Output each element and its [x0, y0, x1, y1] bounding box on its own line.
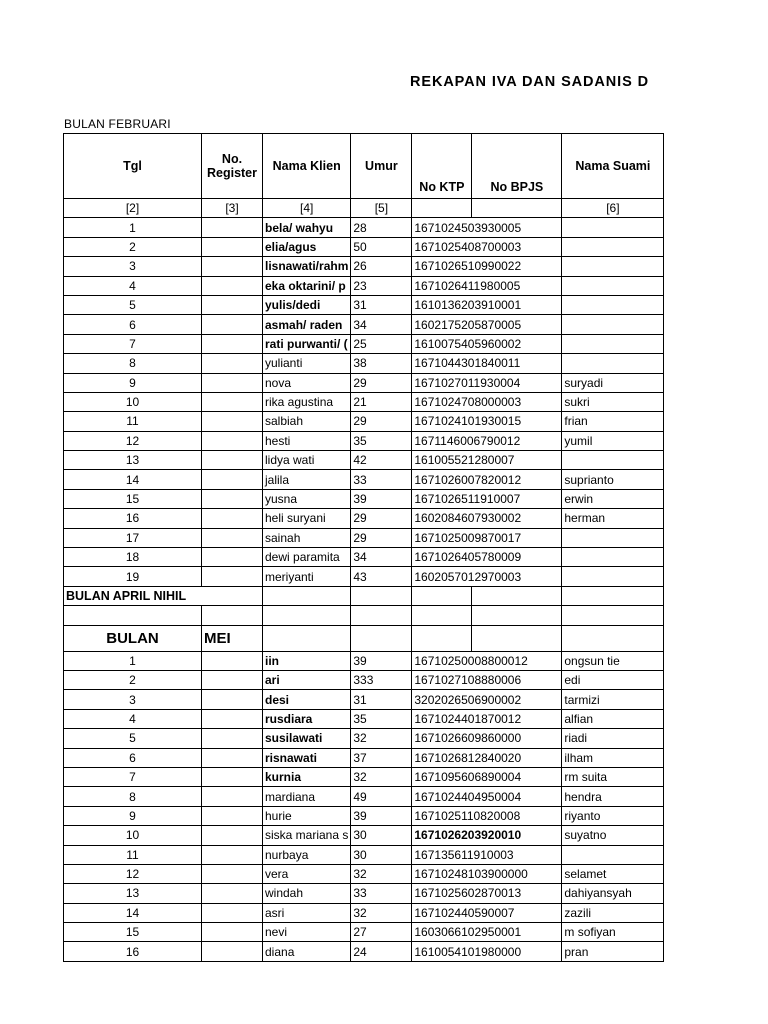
cell-no-ktp: 1671146006790012 [412, 431, 562, 450]
cell-no-register [202, 334, 263, 353]
empty-cell [472, 606, 562, 625]
empty-cell [412, 606, 472, 625]
cell-nama-klien: lidya wati [263, 451, 351, 470]
table-row [64, 690, 664, 709]
cell-umur: 42 [351, 451, 412, 470]
table-row [64, 431, 664, 450]
cell-no-register [202, 489, 263, 508]
cell-nama-suami [562, 528, 664, 547]
cell-nama-suami [562, 548, 664, 567]
cell-umur: 39 [351, 806, 412, 825]
cell-no-ktp: 1671024404950004 [412, 787, 562, 806]
empty-cell [263, 586, 351, 605]
cell-nama-suami: pran [562, 942, 664, 961]
cell-nama-klien: yusna [263, 489, 351, 508]
empty-cell [412, 625, 472, 651]
empty-cell [412, 586, 472, 605]
cell-no-ktp: 1671026609860000 [412, 729, 562, 748]
cell-no-register [202, 903, 263, 922]
cell-nama-klien: meriyanti [263, 567, 351, 586]
cell-nama-klien: nevi [263, 923, 351, 942]
month-label: BULAN FEBRUARI [64, 117, 171, 131]
cell-no: 17 [64, 528, 202, 547]
cell-umur: 30 [351, 845, 412, 864]
cell-umur: 21 [351, 392, 412, 411]
table-row [64, 787, 664, 806]
cell-no: 12 [64, 431, 202, 450]
cell-no: 16 [64, 942, 202, 961]
april-section-row [64, 586, 664, 605]
cell-nama-suami [562, 334, 664, 353]
table-row [64, 509, 664, 528]
cell-nama-suami: erwin [562, 489, 664, 508]
cell-no-register [202, 729, 263, 748]
cell-umur: 38 [351, 354, 412, 373]
cell-nama-klien: dewi paramita [263, 548, 351, 567]
cell-no-ktp: 1602084607930002 [412, 509, 562, 528]
cell-no-register [202, 431, 263, 450]
header-umur: Umur [351, 134, 412, 199]
cell-nama-suami [562, 315, 664, 334]
header-nama-suami: Nama Suami [562, 134, 664, 199]
cell-no-ktp: 1671026203920010 [412, 826, 562, 845]
cell-nama-klien: bela/ wahyu [263, 218, 351, 237]
cell-umur: 31 [351, 295, 412, 314]
col-number: [6] [562, 199, 664, 218]
cell-umur: 333 [351, 670, 412, 689]
cell-umur: 39 [351, 651, 412, 670]
cell-no: 5 [64, 295, 202, 314]
cell-umur: 29 [351, 528, 412, 547]
cell-umur: 43 [351, 567, 412, 586]
cell-nama-suami [562, 451, 664, 470]
cell-umur: 29 [351, 509, 412, 528]
cell-nama-klien: susilawati [263, 729, 351, 748]
cell-nama-suami: tarmizi [562, 690, 664, 709]
cell-no-register [202, 354, 263, 373]
cell-no: 9 [64, 373, 202, 392]
cell-no-register [202, 392, 263, 411]
cell-no-register [202, 767, 263, 786]
cell-umur: 34 [351, 315, 412, 334]
cell-nama-klien: kurnia [263, 767, 351, 786]
empty-cell [562, 625, 664, 651]
table-row [64, 257, 664, 276]
cell-no-ktp: 1671095606890004 [412, 767, 562, 786]
cell-umur: 28 [351, 218, 412, 237]
cell-umur: 31 [351, 690, 412, 709]
cell-no-register [202, 826, 263, 845]
cell-nama-suami: frian [562, 412, 664, 431]
cell-nama-suami [562, 295, 664, 314]
cell-no-register [202, 528, 263, 547]
cell-no-register [202, 690, 263, 709]
cell-no: 4 [64, 709, 202, 728]
cell-nama-klien: jalila [263, 470, 351, 489]
cell-no: 8 [64, 354, 202, 373]
cell-no: 6 [64, 315, 202, 334]
cell-nama-klien: nurbaya [263, 845, 351, 864]
cell-no: 14 [64, 903, 202, 922]
cell-no: 2 [64, 237, 202, 256]
cell-umur: 32 [351, 729, 412, 748]
cell-no: 7 [64, 334, 202, 353]
cell-nama-klien: hurie [263, 806, 351, 825]
cell-nama-suami: zazili [562, 903, 664, 922]
cell-nama-klien: iin [263, 651, 351, 670]
col-number [412, 199, 472, 218]
cell-no-ktp: 1671026411980005 [412, 276, 562, 295]
cell-no: 5 [64, 729, 202, 748]
cell-no-register [202, 884, 263, 903]
cell-no: 10 [64, 826, 202, 845]
cell-umur: 35 [351, 709, 412, 728]
cell-nama-klien: vera [263, 864, 351, 883]
table-row [64, 923, 664, 942]
table-row [64, 218, 664, 237]
cell-nama-klien: asmah/ raden [263, 315, 351, 334]
cell-no: 10 [64, 392, 202, 411]
cell-umur: 25 [351, 334, 412, 353]
cell-umur: 37 [351, 748, 412, 767]
cell-no-register [202, 315, 263, 334]
cell-umur: 50 [351, 237, 412, 256]
cell-no: 15 [64, 489, 202, 508]
cell-nama-klien: asri [263, 903, 351, 922]
cell-umur: 26 [351, 257, 412, 276]
cell-no-register [202, 942, 263, 961]
col-number: [5] [351, 199, 412, 218]
cell-nama-klien: yulianti [263, 354, 351, 373]
table-row [64, 548, 664, 567]
cell-no-ktp: 167102440590007 [412, 903, 562, 922]
cell-no-register [202, 567, 263, 586]
cell-no: 3 [64, 690, 202, 709]
cell-no-ktp: 16710250008800012 [412, 651, 562, 670]
cell-no: 1 [64, 218, 202, 237]
empty-cell [202, 606, 263, 625]
cell-nama-suami: suprianto [562, 470, 664, 489]
cell-no-register [202, 295, 263, 314]
cell-nama-suami: riadi [562, 729, 664, 748]
col-number: [3] [202, 199, 263, 218]
cell-nama-suami: herman [562, 509, 664, 528]
cell-no: 13 [64, 884, 202, 903]
cell-no-register [202, 509, 263, 528]
cell-no-register [202, 257, 263, 276]
cell-no: 8 [64, 787, 202, 806]
cell-no-ktp: 1671026405780009 [412, 548, 562, 567]
cell-no-ktp: 1671027108880006 [412, 670, 562, 689]
cell-nama-klien: eka oktarini/ p [263, 276, 351, 295]
cell-nama-suami [562, 276, 664, 295]
cell-no-register [202, 670, 263, 689]
cell-no-register [202, 451, 263, 470]
cell-nama-suami [562, 567, 664, 586]
cell-umur: 34 [351, 548, 412, 567]
cell-nama-suami: yumil [562, 431, 664, 450]
table-row [64, 942, 664, 961]
table-row [64, 651, 664, 670]
table-row [64, 373, 664, 392]
cell-no-ktp: 1671025110820008 [412, 806, 562, 825]
table-row [64, 845, 664, 864]
cell-nama-klien: rati purwanti/ ( [263, 334, 351, 353]
cell-no-register [202, 709, 263, 728]
cell-umur: 23 [351, 276, 412, 295]
table-row [64, 295, 664, 314]
blank-row [64, 606, 664, 625]
cell-umur: 49 [351, 787, 412, 806]
cell-no: 4 [64, 276, 202, 295]
table-row [64, 489, 664, 508]
cell-no: 9 [64, 806, 202, 825]
cell-no-register [202, 412, 263, 431]
cell-nama-klien: sainah [263, 528, 351, 547]
cell-no-register [202, 845, 263, 864]
table-row [64, 903, 664, 922]
cell-no-ktp: 1671044301840011 [412, 354, 562, 373]
cell-no-register [202, 748, 263, 767]
table-row [64, 392, 664, 411]
cell-no-ktp: 1671024401870012 [412, 709, 562, 728]
empty-cell [351, 606, 412, 625]
bulan-mei-row [64, 625, 664, 651]
cell-no-ktp: 3202026506900002 [412, 690, 562, 709]
cell-no: 16 [64, 509, 202, 528]
cell-nama-klien: rusdiara [263, 709, 351, 728]
cell-no-ktp: 1671026007820012 [412, 470, 562, 489]
col-number [472, 199, 562, 218]
bulan-label: BULAN [64, 625, 202, 651]
cell-umur: 24 [351, 942, 412, 961]
cell-no-ktp: 1671024101930015 [412, 412, 562, 431]
cell-nama-suami [562, 354, 664, 373]
cell-no-ktp: 1671026812840020 [412, 748, 562, 767]
table-row [64, 864, 664, 883]
empty-cell [263, 625, 351, 651]
empty-cell [562, 586, 664, 605]
cell-no: 6 [64, 748, 202, 767]
cell-nama-suami: edi [562, 670, 664, 689]
cell-no: 12 [64, 864, 202, 883]
cell-no-ktp: 1610054101980000 [412, 942, 562, 961]
cell-no-register [202, 218, 263, 237]
cell-no: 2 [64, 670, 202, 689]
table-row [64, 767, 664, 786]
cell-umur: 29 [351, 412, 412, 431]
col-number: [4] [263, 199, 351, 218]
cell-no-ktp: 1671024503930005 [412, 218, 562, 237]
cell-nama-klien: risnawati [263, 748, 351, 767]
cell-no-ktp: 1671027011930004 [412, 373, 562, 392]
table-row [64, 709, 664, 728]
cell-nama-suami: m sofiyan [562, 923, 664, 942]
cell-no-ktp: 1610136203910001 [412, 295, 562, 314]
document-title: REKAPAN IVA DAN SADANIS D [410, 74, 649, 90]
cell-no-register [202, 276, 263, 295]
cell-no-ktp: 161005521280007 [412, 451, 562, 470]
cell-nama-suami: riyanto [562, 806, 664, 825]
table-row [64, 884, 664, 903]
april-nihil-label: BULAN APRIL NIHIL [64, 586, 263, 605]
cell-no-ktp: 1602175205870005 [412, 315, 562, 334]
table-row [64, 528, 664, 547]
table-row [64, 567, 664, 586]
cell-nama-suami: sukri [562, 392, 664, 411]
cell-nama-klien: siska mariana s [263, 826, 351, 845]
cell-no-ktp: 1671025408700003 [412, 237, 562, 256]
cell-no-ktp: 1603066102950001 [412, 923, 562, 942]
cell-no: 14 [64, 470, 202, 489]
cell-nama-klien: salbiah [263, 412, 351, 431]
cell-no: 19 [64, 567, 202, 586]
table-row [64, 451, 664, 470]
empty-cell [562, 606, 664, 625]
cell-no-ktp: 16710248103900000 [412, 864, 562, 883]
empty-cell [263, 606, 351, 625]
header-no-ktp: No KTP [412, 134, 472, 199]
cell-nama-klien: desi [263, 690, 351, 709]
table-row [64, 470, 664, 489]
cell-nama-suami [562, 257, 664, 276]
cell-umur: 32 [351, 767, 412, 786]
cell-nama-klien: elia/agus [263, 237, 351, 256]
cell-umur: 30 [351, 826, 412, 845]
cell-nama-suami: hendra [562, 787, 664, 806]
cell-no-register [202, 864, 263, 883]
cell-nama-suami [562, 845, 664, 864]
cell-no-register [202, 470, 263, 489]
table-row [64, 729, 664, 748]
cell-nama-suami: suryadi [562, 373, 664, 392]
cell-nama-klien: rika agustina [263, 392, 351, 411]
header-nama-klien: Nama Klien [263, 134, 351, 199]
table-row [64, 412, 664, 431]
cell-nama-klien: nova [263, 373, 351, 392]
cell-nama-klien: lisnawati/rahm [263, 257, 351, 276]
cell-umur: 33 [351, 884, 412, 903]
cell-nama-klien: hesti [263, 431, 351, 450]
table-row [64, 670, 664, 689]
table-row [64, 237, 664, 256]
cell-no: 18 [64, 548, 202, 567]
cell-nama-klien: mardiana [263, 787, 351, 806]
empty-cell [64, 606, 202, 625]
cell-no-ktp: 1671026511910007 [412, 489, 562, 508]
cell-no-register [202, 923, 263, 942]
cell-no-ktp: 1671025009870017 [412, 528, 562, 547]
cell-umur: 32 [351, 903, 412, 922]
table-row [64, 806, 664, 825]
cell-no: 1 [64, 651, 202, 670]
cell-no-register [202, 548, 263, 567]
cell-umur: 35 [351, 431, 412, 450]
cell-no-ktp: 1602057012970003 [412, 567, 562, 586]
cell-no-register [202, 806, 263, 825]
cell-no: 15 [64, 923, 202, 942]
cell-no-ktp: 167135611910003 [412, 845, 562, 864]
rekap-table [63, 133, 664, 962]
cell-nama-klien: yulis/dedi [263, 295, 351, 314]
header-no-register: No. Register [202, 134, 263, 199]
cell-no: 11 [64, 412, 202, 431]
header-row [64, 134, 664, 199]
cell-no: 13 [64, 451, 202, 470]
cell-nama-suami: ilham [562, 748, 664, 767]
cell-nama-suami [562, 218, 664, 237]
cell-umur: 32 [351, 864, 412, 883]
mei-label: MEI [202, 625, 263, 651]
table-row [64, 276, 664, 295]
cell-no: 7 [64, 767, 202, 786]
cell-no-register [202, 373, 263, 392]
cell-no-ktp: 1671026510990022 [412, 257, 562, 276]
cell-umur: 39 [351, 489, 412, 508]
empty-cell [472, 586, 562, 605]
empty-cell [351, 586, 412, 605]
col-number: [2] [64, 199, 202, 218]
cell-nama-klien: heli suryani [263, 509, 351, 528]
cell-nama-suami: ongsun tie [562, 651, 664, 670]
header-no-bpjs: No BPJS [472, 134, 562, 199]
cell-nama-klien: ari [263, 670, 351, 689]
cell-nama-suami: rm suita [562, 767, 664, 786]
cell-no: 3 [64, 257, 202, 276]
cell-nama-suami: suyatno [562, 826, 664, 845]
cell-umur: 33 [351, 470, 412, 489]
column-number-row [64, 199, 664, 218]
table-row [64, 334, 664, 353]
cell-nama-klien: diana [263, 942, 351, 961]
header-tgl: Tgl [64, 134, 202, 199]
cell-no-ktp: 1671025602870013 [412, 884, 562, 903]
empty-cell [472, 625, 562, 651]
cell-no: 11 [64, 845, 202, 864]
cell-no-register [202, 651, 263, 670]
cell-nama-suami: selamet [562, 864, 664, 883]
cell-no-register [202, 237, 263, 256]
cell-nama-suami: alfian [562, 709, 664, 728]
cell-umur: 27 [351, 923, 412, 942]
cell-no-ktp: 1610075405960002 [412, 334, 562, 353]
table-row [64, 748, 664, 767]
cell-umur: 29 [351, 373, 412, 392]
table-row [64, 826, 664, 845]
cell-nama-klien: windah [263, 884, 351, 903]
cell-no-ktp: 1671024708000003 [412, 392, 562, 411]
cell-nama-suami: dahiyansyah [562, 884, 664, 903]
table-row [64, 354, 664, 373]
cell-no-register [202, 787, 263, 806]
table-row [64, 315, 664, 334]
empty-cell [351, 625, 412, 651]
cell-nama-suami [562, 237, 664, 256]
